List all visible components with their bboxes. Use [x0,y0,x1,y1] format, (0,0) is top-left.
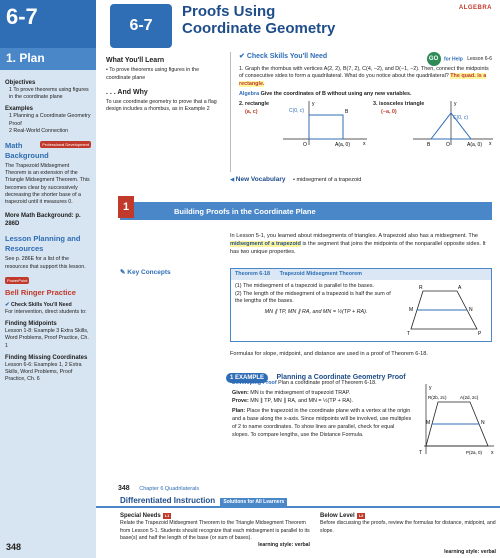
bell-ringer-heading: Bell Ringer Practice [5,287,76,297]
section-number: 1 [118,196,134,218]
below-level-column [320,512,496,556]
coord-p-label: P(2a, 0) [466,450,483,455]
graph2-y-label: y [312,101,315,108]
key-concepts-icon: ✎ [120,269,128,276]
level-badge: L2 [358,513,364,518]
trap-n-label: N [469,307,473,313]
trap-p-label: P [478,331,482,337]
examples-heading: Examples [5,106,34,113]
objective-item: 1 To prove theorems using figures in the coordinate plane [9,87,89,101]
powerpoint-badge: PowerPoint [7,277,28,283]
lesson-title [182,4,335,37]
example-item: 2 Real-World Connection [9,127,69,134]
coord-a-label: A(2d, 2c) [460,395,479,400]
question-2-text: 2. rectangle [239,101,269,108]
formulas-text: Formulas for slope, midpoint, and distance are used in a proof of Theorem 6-18. [230,351,428,357]
key-concepts-text: Key Concepts [127,269,171,276]
plan-text: Place the trapezoid in the coordinate plane with a vertex at the origin and a base along the x-axis. Since midpoints will be involved, use multiples of 2 to name coordinates. To show lines are parallel, check for equal slopes. To compare lengths, use the Distance Formula. [232,408,412,438]
check-skills-box [230,52,494,172]
math-background-heading: Math Background [5,140,49,161]
question-2-answer: (a, c) [245,108,258,115]
theorem-part-2: (2) The length of the midsegment of a trapezoid is half the sum of the lengths of the bases. [235,290,391,305]
level-badge: L1 [164,513,170,518]
and-why-heading: . . . And Why [106,88,148,96]
more-math-background: More Math Background: p. 286D [5,212,81,228]
teacher-sidebar [0,0,96,558]
vocab-icon: ◀ [230,177,235,183]
trap-m-label: M [409,307,414,313]
plan-heading: 1. Plan [0,48,96,70]
graph3-o-label: O [446,142,450,148]
example-body [232,380,412,440]
developing-proof-label: Developing Proof [232,380,277,386]
algebra-prompt [239,91,494,99]
coordinate-trapezoid-diagram [414,380,496,458]
what-youll-learn [106,56,218,113]
intro-paragraph [230,232,492,256]
lesson-planning-heading: Lesson Planning and Resources [5,234,81,254]
theorem-part-1: (1) The midsegment of a trapezoid is parallel to the bases. [235,283,374,289]
learning-style: learning style: verbal [444,548,496,555]
question-2 [239,101,269,116]
developing-proof-text: Plan a coordinate proof of Theorem 6-18. [278,380,377,386]
trapezoid-diagram [405,283,485,337]
math-background-text: The Trapezoid Midsegment Theorem is an extension of the Triangle Midsegment Theorem. This becomes clear by successively decreasing the shorter base of a trapezoid until it measures 0. [5,163,90,205]
coord-t-label: T [419,450,423,456]
graph3-b-label: B [427,142,431,148]
checkmark-icon: ✔ [5,301,10,308]
di-title: Differentiated Instruction [120,496,216,505]
graph2-c-label: C(0, c) [289,108,304,115]
special-needs-text: Relate the Trapezoid Midsegment Theorem to the Triangle Midsegment Theorem from Lesson 5-1. Students should recognize that each midsegment is parallel to its base(s) and half the length of the base (or sum of bases). [120,520,310,541]
graph3-y-label: y [454,101,457,108]
go-for-help[interactable] [427,52,492,66]
graph2-a-label: A(a, 0) [335,142,351,148]
theorem-name: Trapezoid Midsegment Theorem [279,271,362,277]
question-1 [239,66,494,89]
checkmark-icon: ✔ [239,53,247,60]
lesson-planning-text: See p. 286E for a list of the resources that support this lesson. [5,256,86,270]
sidebar-lesson-number: 6-7 [6,4,38,29]
theorem-formula: MN ∥ TP, MN ∥ RA, and MN = ½(TP + RA). [264,308,368,315]
finding-midpoints-heading: Finding Midpoints [5,321,57,328]
differentiated-instruction [96,496,500,558]
example-item: 1 Planning a Coordinate Geometry Proof [9,113,91,127]
subject-label: ALGEBRA [458,5,492,11]
graph3-x-label: x [489,141,492,148]
question-1-answer: The quad. is a rectangle. [239,73,487,87]
new-vocabulary [230,176,361,183]
theorem-header [231,269,491,280]
question-1-text: 1. Graph the rhombus with vertices A(2, 2), B(7, 2), C(4, −2), and D(−1, −2). Then, connect the midpoints of consecutive sides to form a quadrilateral. What do you notice about the quadrilateral? [239,65,489,80]
intro-text-a: In Lesson 5-1, you learned about midsegments of triangles. A trapezoid also has a midsegment. The [230,233,479,239]
lesson-tab: 6-7 [110,4,172,48]
wyl-heading: What You'll Learn [106,57,165,64]
coord-m-label: M [426,420,431,426]
professional-development-badge: Professional Development [42,141,89,147]
given-text: MN is the midsegment of trapezoid TRAP. [250,389,351,396]
example-badge: 1 EXAMPLE [226,373,268,383]
check-skills-sidebar-text: For intervention, direct students to: [5,309,87,316]
coord-x-label: x [491,450,494,456]
sidebar-header [0,0,96,48]
given-label: Given: [232,389,249,396]
di-heading [96,496,500,508]
trap-a-label: A [458,285,462,291]
and-why-text: To use coordinate geometry to prove that a flag design includes a rhombus, as in Example 2 [106,99,217,113]
graph3-a-label: A(a, 0) [467,142,483,148]
coord-r-label: R(2b, 2c) [428,395,447,400]
key-concepts-label [120,268,171,276]
chapter-label: Chapter 6 Quadrilaterals [139,486,200,492]
page-number: 348 [118,485,130,492]
theorem-number: Theorem 6-18 [235,271,271,277]
objectives-heading: Objectives [5,80,36,86]
go-for-help-text: for Help [443,56,463,63]
special-needs-column [120,512,310,550]
graph2-o-label: O [303,142,307,148]
coord-n-label: N [481,420,485,426]
below-level-heading: Below Level [320,513,355,519]
below-level-text: Before discussing the proofs, review the formulas for distance, midpoint, and slope. [320,520,496,534]
graph2-b-label: B [345,109,349,116]
vocab-highlight: midsegment of a trapezoid [230,241,301,248]
go-lesson-ref: Lesson 6-6 [467,56,492,63]
rectangle-graph [279,99,369,147]
wyl-item: • To prove theorems using figures in the coordinate plane [106,67,200,81]
vocab-heading: New Vocabulary [235,176,286,183]
intro-text-b: is the segment that joins the midpoints of the nonparallel opposite sides. It has two unique properties. [230,241,486,256]
example-title: Planning a Coordinate Geometry Proof [276,374,406,381]
lesson-title-line2: Coordinate Geometry [182,19,336,37]
isosceles-triangle-graph [409,99,495,147]
vocab-item: • midsegment of a trapezoid [293,177,362,183]
graph3-c-label: C(0, c) [453,115,468,122]
coord-y-label: y [429,385,432,391]
di-subtitle: Solutions for All Learners [220,498,287,506]
finding-coordinates-text: Lesson 6-6: Examples 1, 2 Extra Skills, Word Problems, Proof Practice, Ch. 6 [5,361,82,383]
lesson-header [96,0,500,52]
check-skills-sidebar-heading: Check Skills You'll Need [10,301,72,308]
algebra-text: Give the coordinates of B without using any new variables. [260,91,412,98]
plan-label: Plan: [232,408,246,415]
trap-t-label: T [407,331,411,337]
section-heading: Building Proofs in the Coordinate Plane [120,202,492,220]
prove-text: MN ∥ TP, MN ∥ RA, and MN = ½(TP + RA). [250,397,354,404]
finding-coordinates-heading: Finding Missing Coordinates [5,354,88,361]
prove-label: Prove: [232,397,249,404]
finding-midpoints-text: Lesson 1-8: Example 3 Extra Skills, Word Problems, Proof Practice, Ch. 1 [5,328,89,349]
page-footer [118,485,199,492]
learning-style: learning style: verbal [258,542,310,549]
sidebar-page-number: 348 [6,542,22,552]
trap-r-label: R [419,285,423,291]
lesson-title-line1: Proofs Using [182,3,276,20]
algebra-label: Algebra [239,91,260,98]
special-needs-heading: Special Needs [120,513,161,519]
go-icon: GO [427,52,441,66]
theorem-box [230,268,492,342]
question-3-text: 3. isosceles triangle [373,101,425,108]
graph2-x-label: x [363,141,366,148]
question-3-answer: (−a, 0) [381,108,397,115]
check-skills-title: Check Skills You'll Need [246,53,328,60]
